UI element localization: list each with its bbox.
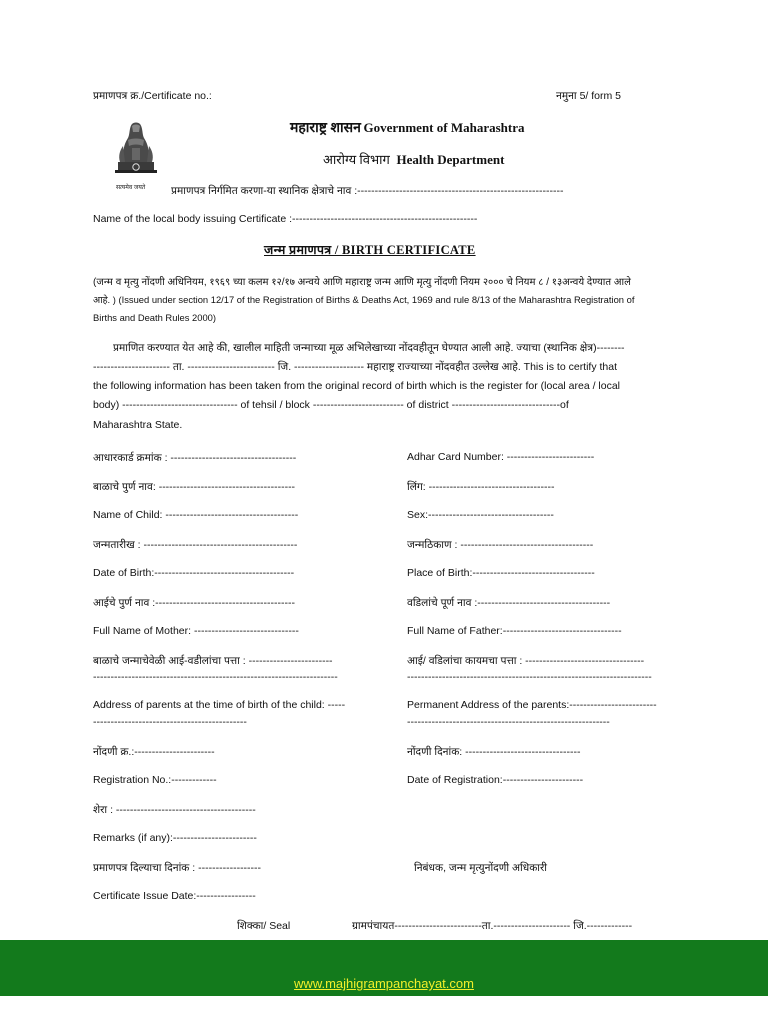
certify-line-1: प्रमाणित करण्यात येत आहे की, खालील माहिती जन्माच्या मूळ अभिलेखाच्या नोंदवहीतून घेण्यात आली आहे. ज्याचा (स्थानिक क्षेत्र)-------- — [113, 342, 625, 354]
dob-marathi-field: जन्मतारीख : -------------------------------------------- — [93, 539, 298, 551]
permanent-address-marathi-continuation: ---------------------------------------------------------------------- — [407, 671, 652, 683]
certify-line-5: Maharashtra State. — [93, 419, 183, 431]
website-link[interactable] — [0, 976, 768, 991]
certificate-title: जन्म प्रमाणपत्र / BIRTH CERTIFICATE — [264, 243, 476, 257]
sex-marathi-field: लिंग: ------------------------------------ — [407, 481, 555, 493]
permanent-address-english-continuation: ---------------------------------------------------------- — [407, 716, 610, 728]
registration-date-english-field: Date of Registration:----------------------- — [407, 774, 584, 786]
remarks-english-field: Remarks (if any):------------------------ — [93, 832, 257, 844]
local-body-marathi: प्रमाणपत्र निर्गमित करणा-या स्थानिक क्षेत्राचे नाव :----------------------------------------------------------- — [171, 185, 564, 197]
department-title-english: Health Department — [396, 152, 505, 167]
state-emblem-icon — [110, 116, 162, 190]
registration-date-marathi-field: नोंदणी दिनांक: --------------------------------- — [407, 746, 581, 758]
permanent-address-english-field: Permanent Address of the parents:------------------------- — [407, 699, 657, 711]
certify-line-2: ---------------------- ता. ------------------------- जि. -------------------- महाराष्ट्र राज्याच्या नोंदवहीत उल्लेख आहे. This is to certify that — [93, 361, 618, 373]
act-note-line-2: आहे. ) (Issued under section 12/17 of the Registration of Births & Deaths Act, 1969 and rule 8/13 of the Maharashtra Registration of — [93, 294, 635, 305]
child-name-marathi-field: बाळाचे पुर्ण नाव: --------------------------------------- — [93, 481, 296, 493]
department-title — [323, 150, 504, 168]
certify-line-3: the following information has been taken from the original record of birth which is the register for (local area / local — [93, 380, 621, 392]
pob-english-field: Place of Birth:----------------------------------- — [407, 567, 595, 579]
department-title-marathi: आरोग्य विभाग — [323, 152, 390, 167]
local-body-english: Name of the local body issuing Certificate :----------------------------------------------------- — [93, 213, 478, 225]
dob-english-field: Date of Birth:---------------------------------------- — [93, 567, 295, 579]
grampanchayat-field: ग्रामपंचायत-------------------------ता.---------------------- जि.------------- — [352, 920, 633, 932]
govt-title-english: Government of Maharashtra — [363, 120, 525, 135]
sex-english-field: Sex:------------------------------------ — [407, 509, 554, 521]
remarks-marathi-field: शेरा : ---------------------------------------- — [93, 804, 256, 816]
registration-number-marathi-field: नोंदणी क्र.:----------------------- — [93, 746, 215, 758]
form-number-label: नमुना 5/ form 5 — [556, 90, 622, 102]
mother-name-marathi-field: आईचे पुर्ण नाव :---------------------------------------- — [93, 597, 296, 609]
govt-title-marathi: महाराष्ट्र शासन — [290, 121, 361, 136]
registration-number-english-field: Registration No.:------------- — [93, 774, 217, 786]
birth-address-marathi-field: बाळाचे जन्माचेवेळी आई-वडीलांचा पत्ता : ------------------------ — [93, 655, 333, 667]
act-note-line-1: (जन्म व मृत्यु नोंदणी अधिनियम, १९६९ च्या कलम १२/१७ अन्वये आणि महाराष्ट्र जन्म आणि मृत्यु नोंदणी नियम २००० चे नियम ८ / १३अन्वये देण्यात आले — [93, 277, 631, 288]
father-name-marathi-field: वडिलांचे पूर्ण नाव :-------------------------------------- — [407, 597, 611, 609]
birth-address-english-field: Address of parents at the time of birth of the child: ----- — [93, 699, 346, 711]
seal-label: शिक्का/ Seal — [237, 920, 291, 932]
registrar-label: निबंधक, जन्म मृत्युनोंदणी अधिकारी — [414, 862, 547, 874]
aadhar-marathi-field: आधारकार्ड क्रमांक : ------------------------------------ — [93, 452, 297, 464]
issue-date-english-field: Certificate Issue Date:----------------- — [93, 890, 256, 902]
issue-date-marathi-field: प्रमाणपत्र दिल्याचा दिनांक : ------------------ — [93, 862, 262, 874]
pob-marathi-field: जन्मठिकाण : -------------------------------------- — [407, 539, 594, 551]
birth-address-marathi-continuation: ---------------------------------------------------------------------- — [93, 671, 338, 683]
father-name-english-field: Full Name of Father:---------------------------------- — [407, 625, 622, 637]
emblem-motto: सत्यमेव जयते — [116, 185, 146, 191]
certificate-number-label: प्रमाणपत्र क्र./Certificate no.: — [93, 90, 212, 102]
child-name-english-field: Name of Child: -------------------------------------- — [93, 509, 299, 521]
birth-address-english-continuation: -------------------------------------------- — [93, 716, 247, 728]
permanent-address-marathi-field: आई/ वडिलांचा कायमचा पत्ता : ---------------------------------- — [407, 655, 645, 667]
govt-title — [290, 118, 525, 137]
certify-line-4: body) --------------------------------- of tehsil / block -------------------------- of district -------------------------------of — [93, 399, 569, 411]
mother-name-english-field: Full Name of Mother: ------------------------------ — [93, 625, 299, 637]
website-link-text[interactable]: www.majhigrampanchayat.com — [294, 976, 474, 991]
act-note-line-3: Births and Death Rules 2000) — [93, 312, 216, 323]
aadhar-english-field: Adhar Card Number: ------------------------- — [407, 451, 595, 463]
